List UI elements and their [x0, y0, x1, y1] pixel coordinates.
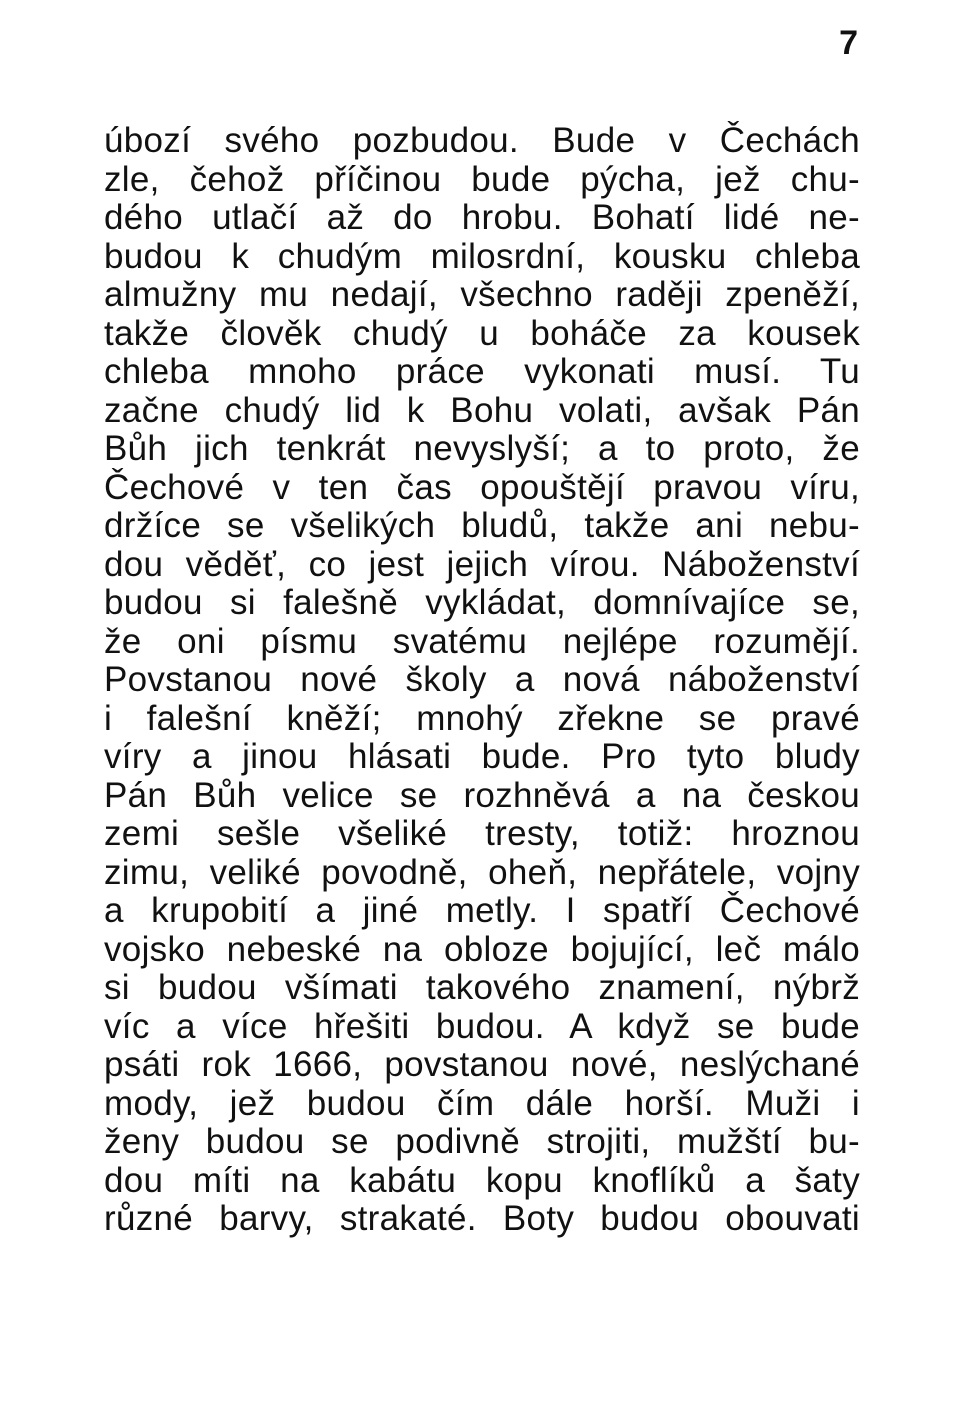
text-line: almužny mu nedají, všechno raději zpeněží, [104, 275, 860, 314]
text-line: a krupobití a jiné metly. I spatří Čechové [104, 891, 860, 930]
body-text [104, 122, 860, 1239]
text-line: že oni písmu svatému nejlépe rozumějí. [104, 621, 860, 661]
text-line: různé barvy, strakaté. Boty budou obouvati [104, 1199, 860, 1238]
text-line: vojsko nebeské na obloze bojující, leč málo [104, 929, 860, 969]
text-line: dou věděť, co jest jejich vírou. Náboženství [104, 544, 860, 584]
text-line: víc a více hřešiti budou. A když se bude [104, 1006, 860, 1046]
text-line: Bůh jich tenkrát nevyslyší; a to proto, že [104, 429, 860, 468]
page-number: 7 [839, 24, 858, 62]
text-line: si budou všímati takového znamení, nýbrž [104, 968, 860, 1007]
text-line: Čechové v ten čas opouštějí pravou víru, [104, 467, 860, 507]
text-line: i falešní kněží; mnohý zřekne se pravé [104, 698, 860, 738]
text-line: Pán Bůh velice se rozhněvá a na českou [104, 775, 860, 815]
text-line: držíce se všelikých bludů, takže ani nebu- [104, 506, 860, 545]
text-line: dou míti na kabátu kopu knoflíků a šaty [104, 1160, 860, 1200]
text-line: zemi sešle všeliké tresty, totiž: hroznou [104, 814, 860, 853]
text-line: dého utlačí až do hrobu. Bohatí lidé ne- [104, 198, 860, 237]
text-line: úbozí svého pozbudou. Bude v Čechách [104, 121, 860, 160]
text-line: zimu, veliké povodně, oheň, nepřátele, vojny [104, 852, 860, 892]
text-line: psáti rok 1666, povstanou nové, neslýchané [104, 1045, 860, 1084]
text-line: mody, jež budou čím dále horší. Muži i [104, 1083, 860, 1123]
text-line: zle, čehož příčinou bude pýcha, jež chu- [104, 159, 860, 199]
text-line: víry a jinou hlásati bude. Pro tyto bludy [104, 737, 860, 776]
text-line: takže člověk chudý u boháče za kousek [104, 313, 860, 353]
text-line: chleba mnoho práce vykonati musí. Tu [104, 352, 860, 391]
text-line: budou si falešně vykládat, domnívajíce se, [104, 583, 860, 622]
text-line: začne chudý lid k Bohu volati, avšak Pán [104, 390, 860, 430]
text-line: budou k chudým milosrdní, kousku chleba [104, 236, 860, 276]
text-line: ženy budou se podivně strojiti, mužští bu- [104, 1122, 860, 1161]
text-line: Povstanou nové školy a nová náboženství [104, 660, 860, 699]
